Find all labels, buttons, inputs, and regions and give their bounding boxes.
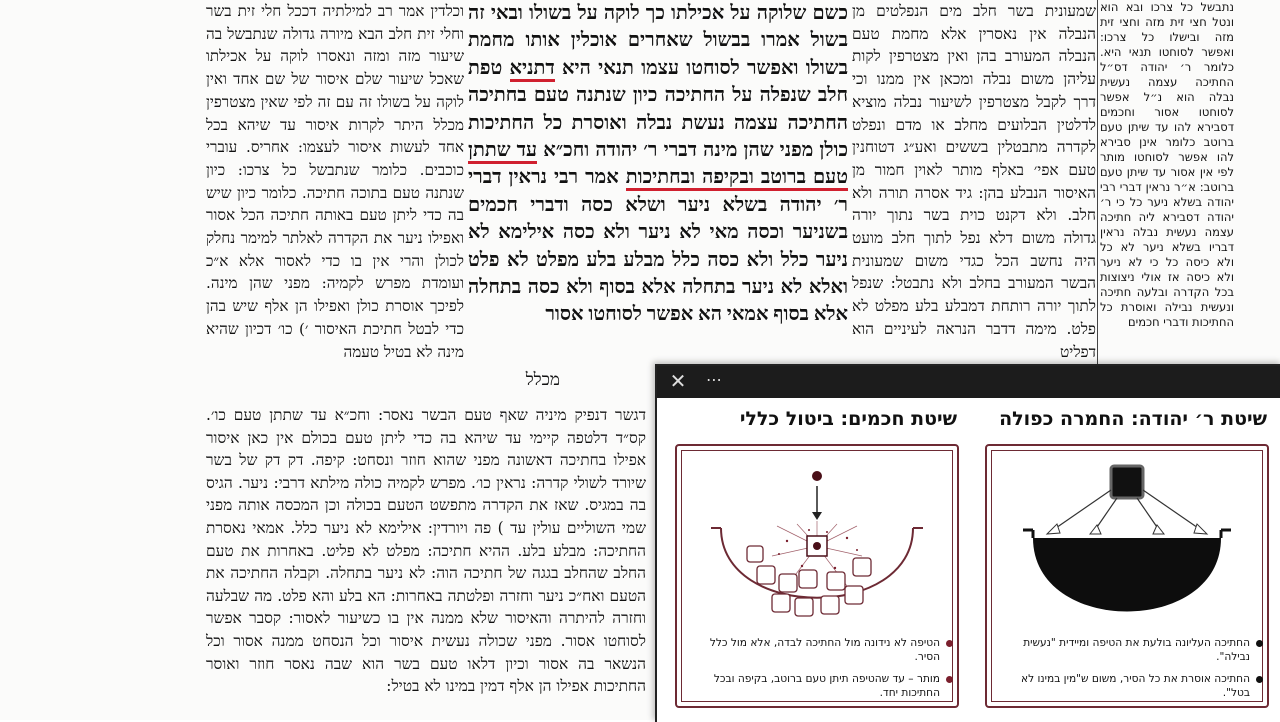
bullet-text: הטיפה לא נידונה מול החתיכה לבדה, אלא מול כלל הסיר. bbox=[709, 637, 940, 663]
rabbi-yehuda-panel-title: שיטת ר׳ יהודה: החמרה כפולה bbox=[999, 408, 1267, 430]
drop-icon bbox=[812, 471, 822, 481]
pot-full-icon bbox=[1033, 538, 1221, 612]
rabbi-yehuda-panel bbox=[975, 408, 1275, 708]
main-text-column bbox=[468, 0, 848, 400]
rashi-bottom-column bbox=[206, 404, 646, 720]
bullet-dot bbox=[946, 676, 953, 683]
list-item bbox=[1011, 672, 1263, 700]
close-icon[interactable]: ✕ bbox=[669, 369, 687, 393]
main-underlined-1: דתניא bbox=[510, 58, 555, 82]
rabbi-yehuda-diagram-frame bbox=[985, 444, 1269, 708]
list-item bbox=[1011, 636, 1263, 664]
main-text bbox=[468, 0, 848, 329]
rashi-text: וכלדין אמר רב למילתיה דככל חלי זית בשר וחלי זית חלב הבא מיורה גדולה שנתבשל בה שיעור מזה ומזה ונאסרו לוקה על אכילתו שאכל שיעור שלם איסור של שם אחד ואין לוקה על בשולו זה עם זה לפי שאין מצטרפין מכלל היתר לקרות איסור עד שיהא בכל אחד לעשות איסור לעצמו: אחריס. עוברי כוכבים. כלומר שנתבשל כל צרכו: כיון שנתנה טעם בתוכה חתיכה. כלומר כיון שיש בה כדי ליתן טעם באותה חתיכה הכל אסור ואפילו ניער את הקדרה לאלתר למימר נחלק לכולן והרי אין בו כדי לאסור אלא א״כ ועומדת מפרש לקמיה: מפני שהן מינה. לפיכך אוסרת כולן ואפילו הן אלף שיש בהן כדי לבטל חתיכת האיסור ׳) כו׳ דכיון שהיא מינה לא בטיל טעמה bbox=[206, 2, 464, 361]
main-text-catchword: מכלל bbox=[525, 370, 560, 389]
rashi-bottom-text: דגשר דנפיק מיניה שאף טעם הבשר נאסר: וחכ״א עד שתתן טעם כו׳. קס״ד דלטפה קיימי עד שיהא בה כדי ליתן טעם בכולם אין כאן איסור אפילו בחתיכה דאשונה מפני שהוא חוזר ונסחט: קיפה. דק דק של בשר שיורד לשולי קדרה: נראין כו׳. מפרש לקמיה כולה מילתא דרבי: ניער. הגיס בה במגיס. שאז את הקדרה מתפשט הטעם בכולה וכן המכסה אותה מפני שמי השוליים עולין עד ) פה ויורדין: אילימא לא ניער כלל. אמאי נאסרת החתיכה: מבלע בלע. ההיא חתיכה: מפלט לא פליט. באחרות את טעם החלב שהחלב בגגה של חתיכה הוה: לא ניער בתחלה. וקבלה החתיכה את הטעם ואח״כ ניער וחזרה ופלטתה באחרות: הא בלע והא פלט. מה שבלעה וחזרה להיתרה והאיסור שלא ממנה אין בו כשיעור לאסור: קסבר אפשר לסוחטו אסור. מפני שכולה נעשית איסור וכל הנסחט ממנה אסור וכל הנשאר בה אסור וכיון דלאו טעם בשר הוא שבה נאסר חוזר ואוסר החתיכות אפילו הן אלף דמין במינו לא בטיל: bbox=[206, 406, 646, 696]
list-item bbox=[701, 672, 953, 700]
tosafot-column bbox=[852, 0, 1096, 400]
far-commentary-text: נתבשל כל צרכו ובא הוא ונטל חצי זית מזה וחצי זית מזה ובישלו כל צרכו: ואפשר לסוחטו תנאי היא. כלומר ר׳ יהודה דס״ל החתיכה עצמה נעשית נבלה הוא נ״ל אפשר לסוחטו אסור וחכמים דסבירא להו עד שיתן טעם ברוטב כלומר אינן סבירא להו אפשר לסוחטו מותר לפי אין אסור עד שיתן טעם ברוטב: א״ר נראין דברי רבי יהודה בשלא ניער כל כי ר׳ יהודה דסבירא ליה חתיכה עצמה נעשית נבלה נראין דבריו בשלא ניער לא כל ולא כיסה כל כי לא ניער ולא כיסה אז אולי ניצוצות בכל הקדרה ובלעה חתיכה ונעשית נבילה ואוסרת כל החתיכות ודברי חכמים bbox=[1100, 0, 1234, 329]
bullet-dot bbox=[1256, 640, 1263, 647]
more-options-icon[interactable]: ⋯ bbox=[706, 370, 722, 389]
rashi-column bbox=[206, 0, 464, 400]
bullet-dot bbox=[1256, 676, 1263, 683]
far-commentary-column bbox=[1100, 0, 1234, 365]
infographic-window bbox=[655, 364, 1280, 722]
rabbi-yehuda-bullets bbox=[1011, 636, 1263, 708]
bullet-text: החתיכה אוסרת את כל הסיר, משום ש"מין במינו לא בטל". bbox=[1021, 673, 1250, 699]
tosafot-text: שמעונית בשר חלב מים הנפלטים מן הנבלה אין נאסרין אלא מחמת טעם הנבלה המעורב בהן ואין מצטרפין לקות עליהן משום נבלה ומכאן אין ממנו וכי דרך לקבל מצטרפין לשיעור נבלה מוציא לדלטין הבלועים מחלב או מדם ונפלט לקדרה מתבטלין בששים ואע״ג דטוחנין טעם אפי׳ באלף מותר לאוין חמור מן האיסור הנבלע בהן: גיד אסרה תורה ולא חלב. ולא דקנט כוית בשר נתוך יורה גדולה משום דלא נפל לתוך חלב מועט היה נחשב הכל כגדי משום שמעונית הבשר המעורב בחלב ולא נתבטל: שנפל לתוך יורה רותחת דמבלע בלע מפלט לא פלט. מימה דדבר הנראה לעיניים הוא דפליט bbox=[852, 2, 1096, 361]
sages-panel-title: שיטת חכמים: ביטול כללי bbox=[739, 408, 957, 430]
bullet-dot bbox=[946, 640, 953, 647]
source-piece-icon bbox=[1111, 466, 1143, 498]
main-text-part-1: כשם שלוקה על אכילתו כך לוקה על בשולו ובאי זה בשול אמרו בבשול שאחרים אוכלין אותו מחמת בשולו ואפשר לסוחטו עצמו תנאי היא bbox=[468, 3, 848, 79]
window-toolbar bbox=[657, 366, 1280, 398]
main-text-part-2: טפת חלב שנפלה על החתיכה כיון שנתנה טעם בחתיכה החתיכה עצמה נעשת נבלה ואוסרת כל החתיכות כולן מפני שהן מינה דברי ר׳ יהודה וחכ״א bbox=[468, 57, 848, 162]
bullet-text: מותר – עד שהטיפה תיתן טעם ברוטב, בקיפה ובכל החתיכות יחד. bbox=[713, 673, 940, 699]
list-item bbox=[701, 636, 953, 664]
column-divider bbox=[1097, 0, 1098, 365]
main-underlined-2: עד שתתן טעם ברוטב ובקיפה ובחתיכות bbox=[468, 140, 848, 191]
sages-bullets bbox=[701, 636, 953, 708]
main-text-part-3: אמר רבי נראין דברי ר׳ יהודה בשלא ניער ושלא כסה ודברי חכמים בשניער וכסה מאי לא ניער ולא כסה אילימא לא ניער כלל ולא כסה כלל מבלע בלע מפלט לא פלט ואלא לא ניער בתחלה אלא בסוף ולא כסה בתחלה אלא בסוף אמאי הא אפשר לסוחטו אסור bbox=[468, 167, 848, 326]
bullet-text: החתיכה העליונה בולעת את הטיפה ומיידית "נעשית נבילה". bbox=[1023, 637, 1250, 663]
sages-panel bbox=[665, 408, 965, 708]
sages-diagram-frame bbox=[675, 444, 959, 708]
